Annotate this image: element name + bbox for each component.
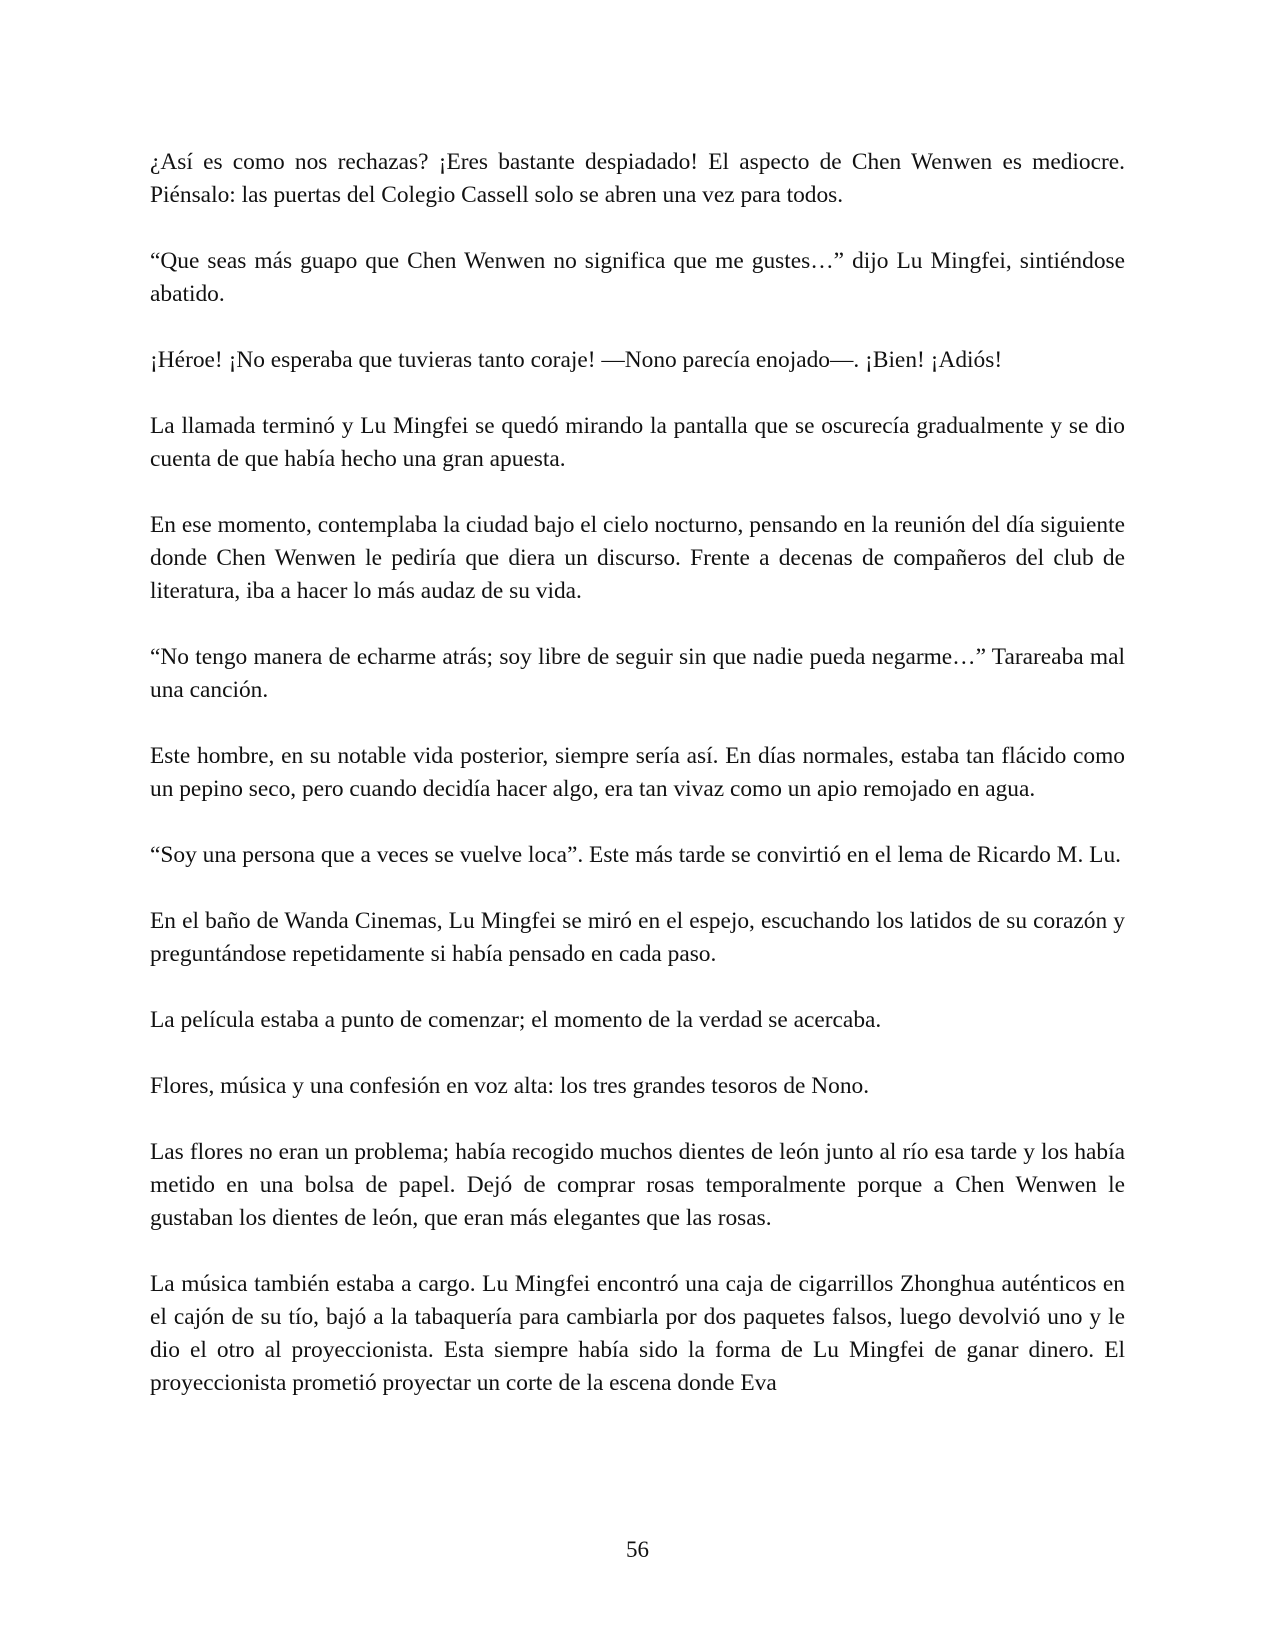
paragraph-2: “Que seas más guapo que Chen Wenwen no significa que me gustes…” dijo Lu Mingfei, sintiéndose abatido. (150, 248, 1125, 307)
paragraph-6: “No tengo manera de echarme atrás; soy libre de seguir sin que nadie pueda negarme…” Tarareaba mal una canción. (150, 644, 1125, 703)
page-number: 56 (626, 1537, 649, 1562)
paragraph-8: “Soy una persona que a veces se vuelve loca”. Este más tarde se convirtió en el lema de Ricardo M. Lu. (150, 842, 1122, 868)
paragraph-13: La música también estaba a cargo. Lu Mingfei encontró una caja de cigarrillos Zhonghua auténticos en el cajón de su tío, bajó a la tabaquería para cambiarla por dos paquetes falsos, luego devolvió uno y le dio el otro al proyeccionista. Esta siempre había sido la forma de Lu Mingfei de ganar dinero. El proyeccionista prometió proyectar un corte de la escena donde Eva (150, 1271, 1125, 1396)
paragraph-5: En ese momento, contemplaba la ciudad bajo el cielo nocturno, pensando en la reunión del día siguiente donde Chen Wenwen le pediría que diera un discurso. Frente a decenas de compañeros del club de literatura, iba a hacer lo más audaz de su vida. (150, 512, 1125, 604)
paragraph-3: ¡Héroe! ¡No esperaba que tuvieras tanto coraje! —Nono parecía enojado—. ¡Bien! ¡Adiós! (150, 347, 1003, 373)
page-body (150, 146, 1125, 1433)
paragraph-9: En el baño de Wanda Cinemas, Lu Mingfei se miró en el espejo, escuchando los latidos de su corazón y preguntándose repetidamente si había pensado en cada paso. (150, 908, 1125, 967)
paragraph-1: ¿Así es como nos rechazas? ¡Eres bastante despiadado! El aspecto de Chen Wenwen es mediocre. Piénsalo: las puertas del Colegio Cassell solo se abren una vez para todos. (150, 149, 1125, 208)
paragraph-10: La película estaba a punto de comenzar; el momento de la verdad se acercaba. (150, 1007, 882, 1033)
paragraph-12: Las flores no eran un problema; había recogido muchos dientes de león junto al río esa tarde y los había metido en una bolsa de papel. Dejó de comprar rosas temporalmente porque a Chen Wenwen le gustaban los dientes de león, que eran más elegantes que las rosas. (150, 1139, 1125, 1231)
paragraph-11: Flores, música y una confesión en voz alta: los tres grandes tesoros de Nono. (150, 1073, 870, 1099)
paragraph-7: Este hombre, en su notable vida posterior, siempre sería así. En días normales, estaba tan flácido como un pepino seco, pero cuando decidía hacer algo, era tan vivaz como un apio remojado en agua. (150, 743, 1125, 802)
paragraph-4: La llamada terminó y Lu Mingfei se quedó mirando la pantalla que se oscurecía gradualmente y se dio cuenta de que había hecho una gran apuesta. (150, 413, 1125, 472)
